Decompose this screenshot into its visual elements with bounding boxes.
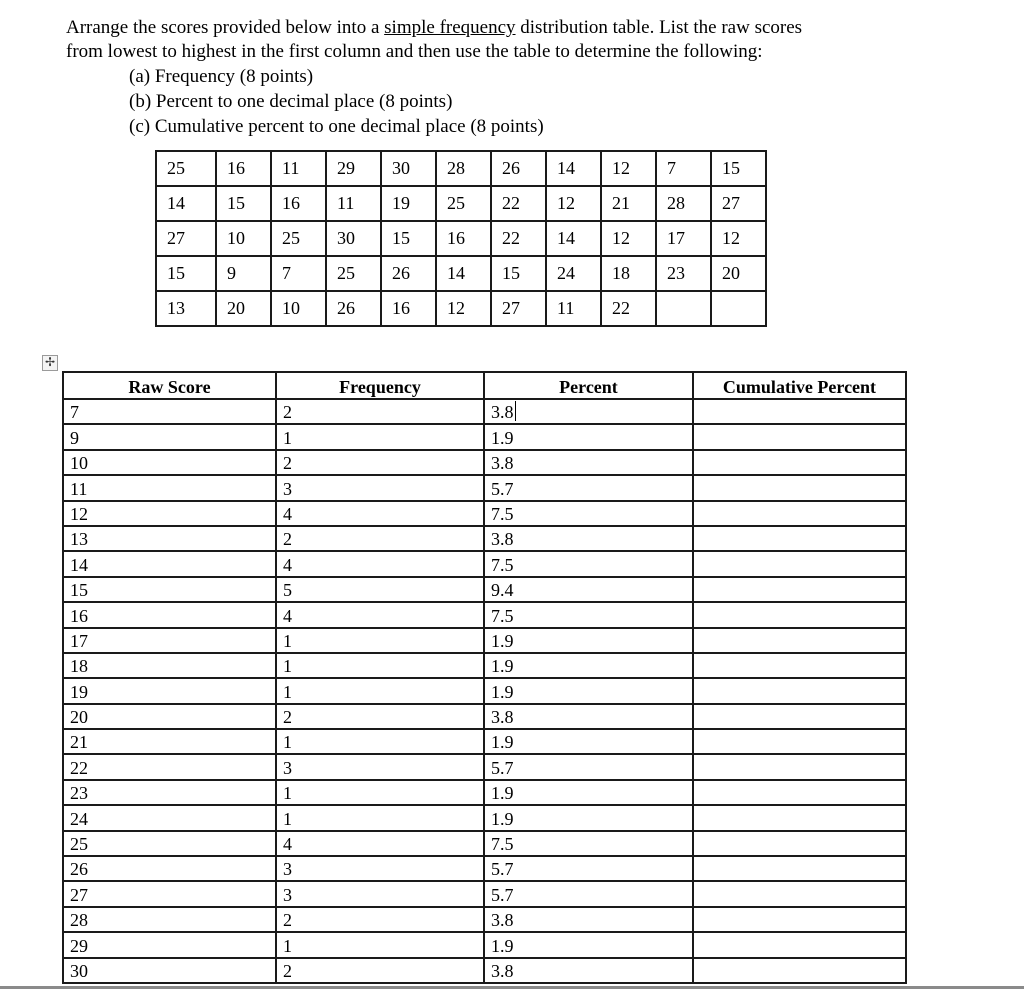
table-row — [63, 754, 906, 779]
frequency-cell[interactable] — [276, 958, 484, 983]
frequency-cell-value: 1 — [283, 732, 292, 753]
raw-score-cell-value: 24 — [70, 808, 88, 829]
raw-score-cell[interactable] — [63, 424, 276, 449]
score-cell[interactable]: 30 — [326, 221, 381, 256]
cumulative-percent-cell[interactable] — [693, 958, 906, 983]
cumulative-percent-cell[interactable] — [693, 399, 906, 424]
cumulative-percent-cell[interactable] — [693, 501, 906, 526]
frequency-cell-value: 1 — [283, 656, 292, 677]
score-cell[interactable]: 29 — [326, 151, 381, 186]
raw-score-cell[interactable] — [63, 628, 276, 653]
score-cell[interactable]: 12 — [546, 186, 601, 221]
score-cell[interactable]: 11 — [546, 291, 601, 326]
frequency-cell-value: 2 — [283, 960, 292, 981]
table-row — [63, 958, 906, 983]
percent-cell[interactable] — [484, 628, 693, 653]
frequency-cell-value: 1 — [283, 935, 292, 956]
score-cell[interactable]: 11 — [326, 186, 381, 221]
score-cell[interactable]: 7 — [656, 151, 711, 186]
raw-score-cell[interactable] — [63, 399, 276, 424]
percent-cell[interactable] — [484, 424, 693, 449]
percent-cell-value: 1.9 — [491, 630, 514, 651]
percent-cell-value: 3.8 — [491, 910, 514, 931]
scores-row — [156, 221, 766, 256]
frequency-cell-value: 2 — [283, 453, 292, 474]
frequency-cell-value: 1 — [283, 808, 292, 829]
raw-score-cell-value: 26 — [70, 859, 88, 880]
raw-score-cell-value: 30 — [70, 960, 88, 981]
percent-cell[interactable] — [484, 932, 693, 957]
score-cell[interactable]: 13 — [156, 291, 216, 326]
percent-cell[interactable] — [484, 856, 693, 881]
cumulative-percent-cell[interactable] — [693, 729, 906, 754]
frequency-cell-value: 5 — [283, 580, 292, 601]
header-percent: Percent — [484, 372, 693, 399]
percent-cell-value: 1.9 — [491, 783, 514, 804]
raw-score-cell[interactable] — [63, 551, 276, 576]
table-row — [63, 856, 906, 881]
frequency-cell-value: 4 — [283, 605, 292, 626]
score-cell[interactable]: 26 — [491, 151, 546, 186]
score-cell[interactable]: 15 — [711, 151, 766, 186]
score-cell[interactable]: 28 — [656, 186, 711, 221]
score-cell[interactable]: 16 — [271, 186, 326, 221]
cumulative-percent-cell[interactable] — [693, 653, 906, 678]
task-item-c: (c) Cumulative percent to one decimal place (8 points) — [129, 116, 544, 137]
frequency-cell[interactable] — [276, 780, 484, 805]
score-cell[interactable]: 26 — [381, 256, 436, 291]
percent-cell[interactable] — [484, 526, 693, 551]
cumulative-percent-cell[interactable] — [693, 856, 906, 881]
percent-cell-value: 3.8 — [491, 453, 514, 474]
raw-score-cell-value: 14 — [70, 554, 88, 575]
cumulative-percent-cell[interactable] — [693, 780, 906, 805]
raw-scores-grid — [155, 150, 767, 327]
frequency-cell[interactable] — [276, 577, 484, 602]
table-row — [63, 424, 906, 449]
percent-cell-value: 3.8 — [491, 402, 514, 423]
percent-cell[interactable] — [484, 831, 693, 856]
frequency-cell[interactable] — [276, 551, 484, 576]
score-cell[interactable]: 24 — [546, 256, 601, 291]
percent-cell-value: 1.9 — [491, 935, 514, 956]
frequency-cell-value: 2 — [283, 529, 292, 550]
score-cell[interactable]: 15 — [381, 221, 436, 256]
frequency-cell-value: 1 — [283, 783, 292, 804]
score-cell[interactable]: 9 — [216, 256, 271, 291]
raw-score-cell[interactable] — [63, 704, 276, 729]
table-row — [63, 831, 906, 856]
raw-score-cell[interactable] — [63, 805, 276, 830]
score-cell[interactable]: 14 — [436, 256, 491, 291]
cumulative-percent-cell[interactable] — [693, 628, 906, 653]
raw-score-cell[interactable] — [63, 831, 276, 856]
table-row — [63, 780, 906, 805]
cumulative-percent-cell[interactable] — [693, 881, 906, 906]
frequency-distribution-table — [62, 371, 907, 984]
raw-score-cell[interactable] — [63, 881, 276, 906]
task-item-a: (a) Frequency (8 points) — [129, 66, 314, 87]
score-cell[interactable]: 25 — [156, 151, 216, 186]
scores-row — [156, 256, 766, 291]
raw-score-cell[interactable] — [63, 907, 276, 932]
score-cell[interactable]: 14 — [546, 221, 601, 256]
percent-cell-value: 7.5 — [491, 554, 514, 575]
score-cell[interactable]: 27 — [491, 291, 546, 326]
score-cell[interactable]: 16 — [216, 151, 271, 186]
scores-row — [156, 186, 766, 221]
percent-cell-value: 3.8 — [491, 529, 514, 550]
frequency-cell[interactable] — [276, 602, 484, 627]
score-cell[interactable] — [711, 291, 766, 326]
frequency-cell-value: 4 — [283, 554, 292, 575]
score-cell[interactable]: 7 — [271, 256, 326, 291]
score-cell[interactable]: 18 — [601, 256, 656, 291]
cumulative-percent-cell[interactable] — [693, 678, 906, 703]
frequency-cell[interactable] — [276, 831, 484, 856]
header-raw-score: Raw Score — [63, 372, 276, 399]
percent-cell[interactable] — [484, 475, 693, 500]
frequency-cell-value: 4 — [283, 834, 292, 855]
raw-score-cell-value: 25 — [70, 834, 88, 855]
frequency-cell[interactable] — [276, 932, 484, 957]
cumulative-percent-cell[interactable] — [693, 551, 906, 576]
raw-score-cell[interactable] — [63, 932, 276, 957]
percent-cell-value: 7.5 — [491, 503, 514, 524]
frequency-cell[interactable] — [276, 754, 484, 779]
table-row — [63, 602, 906, 627]
percent-cell[interactable] — [484, 577, 693, 602]
raw-score-cell[interactable] — [63, 653, 276, 678]
score-cell[interactable]: 14 — [156, 186, 216, 221]
raw-score-cell-value: 20 — [70, 707, 88, 728]
table-row — [63, 501, 906, 526]
table-row — [63, 678, 906, 703]
frequency-cell-value: 3 — [283, 859, 292, 880]
score-cell[interactable]: 15 — [156, 256, 216, 291]
frequency-cell-value: 2 — [283, 707, 292, 728]
table-row — [63, 729, 906, 754]
percent-cell[interactable] — [484, 805, 693, 830]
raw-score-cell[interactable] — [63, 450, 276, 475]
percent-cell-value: 5.7 — [491, 478, 514, 499]
table-row — [63, 881, 906, 906]
score-cell[interactable]: 17 — [656, 221, 711, 256]
score-cell[interactable]: 14 — [546, 151, 601, 186]
raw-score-cell-value: 23 — [70, 783, 88, 804]
score-cell[interactable]: 15 — [491, 256, 546, 291]
frequency-cell-value: 4 — [283, 503, 292, 524]
percent-cell[interactable] — [484, 729, 693, 754]
percent-cell[interactable] — [484, 907, 693, 932]
instruction-line-1 — [66, 16, 926, 40]
percent-cell-value: 1.9 — [491, 732, 514, 753]
task-item-b: (b) Percent to one decimal place (8 points) — [129, 91, 453, 112]
header-frequency: Frequency — [276, 372, 484, 399]
percent-cell[interactable] — [484, 602, 693, 627]
header-cumulative-percent: Cumulative Percent — [693, 372, 906, 399]
table-row — [63, 704, 906, 729]
percent-cell-value: 5.7 — [491, 859, 514, 880]
instruction-text: Arrange the scores provided below into a — [66, 17, 385, 38]
percent-cell[interactable] — [484, 704, 693, 729]
frequency-cell[interactable] — [276, 399, 484, 424]
score-cell[interactable]: 28 — [436, 151, 491, 186]
instructions — [66, 16, 926, 139]
cumulative-percent-cell[interactable] — [693, 475, 906, 500]
scores-row — [156, 151, 766, 186]
score-cell[interactable]: 19 — [381, 186, 436, 221]
table-header-row — [63, 372, 906, 399]
percent-cell-value: 5.7 — [491, 757, 514, 778]
raw-score-cell-value: 17 — [70, 630, 88, 651]
raw-score-cell[interactable] — [63, 475, 276, 500]
score-cell[interactable]: 21 — [601, 186, 656, 221]
percent-cell[interactable] — [484, 754, 693, 779]
frequency-cell[interactable] — [276, 501, 484, 526]
table-row — [63, 653, 906, 678]
frequency-cell[interactable] — [276, 856, 484, 881]
frequency-cell[interactable] — [276, 907, 484, 932]
table-row — [63, 577, 906, 602]
score-cell[interactable]: 25 — [436, 186, 491, 221]
percent-cell[interactable] — [484, 958, 693, 983]
raw-score-cell-value: 28 — [70, 910, 88, 931]
raw-score-cell[interactable] — [63, 754, 276, 779]
raw-score-cell[interactable] — [63, 526, 276, 551]
percent-cell-value: 9.4 — [491, 580, 514, 601]
frequency-cell[interactable] — [276, 805, 484, 830]
raw-score-cell-value: 21 — [70, 732, 88, 753]
frequency-cell[interactable] — [276, 450, 484, 475]
frequency-cell-value: 3 — [283, 757, 292, 778]
score-cell[interactable]: 10 — [216, 221, 271, 256]
raw-score-cell-value: 15 — [70, 580, 88, 601]
raw-score-cell[interactable] — [63, 780, 276, 805]
frequency-cell-value: 2 — [283, 402, 292, 423]
cumulative-percent-cell[interactable] — [693, 907, 906, 932]
raw-score-cell-value: 22 — [70, 757, 88, 778]
table-row — [63, 475, 906, 500]
frequency-cell-value: 1 — [283, 427, 292, 448]
raw-score-cell-value: 9 — [70, 427, 79, 448]
text-cursor — [515, 401, 516, 421]
score-cell[interactable]: 26 — [326, 291, 381, 326]
frequency-cell-value: 1 — [283, 681, 292, 702]
raw-score-cell-value: 13 — [70, 529, 88, 550]
frequency-cell[interactable] — [276, 628, 484, 653]
raw-score-cell-value: 10 — [70, 453, 88, 474]
table-row — [63, 399, 906, 424]
frequency-cell-value: 3 — [283, 478, 292, 499]
raw-score-cell-value: 29 — [70, 935, 88, 956]
table-row — [63, 526, 906, 551]
raw-score-cell[interactable] — [63, 958, 276, 983]
raw-score-cell-value: 18 — [70, 656, 88, 677]
frequency-cell-value: 1 — [283, 630, 292, 651]
raw-score-cell-value: 19 — [70, 681, 88, 702]
cumulative-percent-cell[interactable] — [693, 602, 906, 627]
frequency-cell[interactable] — [276, 653, 484, 678]
score-cell[interactable]: 12 — [711, 221, 766, 256]
percent-cell[interactable] — [484, 780, 693, 805]
percent-cell[interactable] — [484, 678, 693, 703]
score-cell[interactable]: 23 — [656, 256, 711, 291]
instruction-text: distribution table. List the raw scores — [515, 17, 803, 38]
raw-score-cell[interactable] — [63, 856, 276, 881]
score-cell[interactable]: 12 — [601, 151, 656, 186]
cumulative-percent-cell[interactable] — [693, 424, 906, 449]
percent-cell[interactable] — [484, 881, 693, 906]
score-cell[interactable]: 22 — [601, 291, 656, 326]
score-cell[interactable]: 12 — [436, 291, 491, 326]
percent-cell[interactable] — [484, 501, 693, 526]
table-row — [63, 628, 906, 653]
frequency-cell[interactable] — [276, 526, 484, 551]
cumulative-percent-cell[interactable] — [693, 805, 906, 830]
percent-cell-value: 7.5 — [491, 605, 514, 626]
raw-score-cell[interactable] — [63, 602, 276, 627]
percent-cell-value: 5.7 — [491, 884, 514, 905]
percent-cell-value: 3.8 — [491, 960, 514, 981]
table-row — [63, 932, 906, 957]
score-cell[interactable]: 27 — [711, 186, 766, 221]
raw-score-cell[interactable] — [63, 678, 276, 703]
cumulative-percent-cell[interactable] — [693, 526, 906, 551]
frequency-cell[interactable] — [276, 729, 484, 754]
raw-score-cell-value: 7 — [70, 402, 79, 423]
score-cell[interactable] — [656, 291, 711, 326]
frequency-cell[interactable] — [276, 704, 484, 729]
table-row — [63, 450, 906, 475]
score-cell[interactable]: 12 — [601, 221, 656, 256]
score-cell[interactable]: 27 — [156, 221, 216, 256]
percent-cell[interactable] — [484, 551, 693, 576]
score-cell[interactable]: 25 — [271, 221, 326, 256]
raw-score-cell[interactable] — [63, 501, 276, 526]
frequency-cell-value: 3 — [283, 884, 292, 905]
table-row — [63, 551, 906, 576]
frequency-cell-value: 2 — [283, 910, 292, 931]
table-row — [63, 907, 906, 932]
percent-cell[interactable] — [484, 399, 693, 424]
cumulative-percent-cell[interactable] — [693, 932, 906, 957]
percent-cell-value: 1.9 — [491, 808, 514, 829]
table-row — [63, 805, 906, 830]
score-cell[interactable]: 20 — [216, 291, 271, 326]
move-handle-icon[interactable]: ✢ — [42, 355, 58, 371]
cumulative-percent-cell[interactable] — [693, 577, 906, 602]
frequency-cell[interactable] — [276, 678, 484, 703]
raw-score-cell-value: 12 — [70, 503, 88, 524]
task-list — [66, 64, 926, 139]
score-cell[interactable]: 25 — [326, 256, 381, 291]
raw-score-cell-value: 11 — [70, 478, 88, 499]
cumulative-percent-cell[interactable] — [693, 450, 906, 475]
score-cell[interactable]: 20 — [711, 256, 766, 291]
score-cell[interactable]: 30 — [381, 151, 436, 186]
percent-cell-value: 7.5 — [491, 834, 514, 855]
score-cell[interactable]: 16 — [381, 291, 436, 326]
percent-cell-value: 1.9 — [491, 656, 514, 677]
underlined-term: simple frequency — [384, 17, 516, 38]
score-cell[interactable]: 16 — [436, 221, 491, 256]
frequency-cell[interactable] — [276, 475, 484, 500]
cumulative-percent-cell[interactable] — [693, 831, 906, 856]
scores-row — [156, 291, 766, 326]
score-cell[interactable]: 22 — [491, 221, 546, 256]
percent-cell-value: 1.9 — [491, 681, 514, 702]
frequency-cell[interactable] — [276, 881, 484, 906]
percent-cell-value: 1.9 — [491, 427, 514, 448]
instruction-line-2: from lowest to highest in the first column and then use the table to determine the following: — [66, 41, 763, 62]
score-cell[interactable]: 11 — [271, 151, 326, 186]
raw-score-cell[interactable] — [63, 577, 276, 602]
percent-cell[interactable] — [484, 450, 693, 475]
score-cell[interactable]: 15 — [216, 186, 271, 221]
score-cell[interactable]: 22 — [491, 186, 546, 221]
percent-cell-value: 3.8 — [491, 707, 514, 728]
score-cell[interactable]: 10 — [271, 291, 326, 326]
raw-score-cell-value: 16 — [70, 605, 88, 626]
percent-cell[interactable] — [484, 653, 693, 678]
frequency-cell[interactable] — [276, 424, 484, 449]
cumulative-percent-cell[interactable] — [693, 754, 906, 779]
raw-score-cell[interactable] — [63, 729, 276, 754]
cumulative-percent-cell[interactable] — [693, 704, 906, 729]
raw-score-cell-value: 27 — [70, 884, 88, 905]
